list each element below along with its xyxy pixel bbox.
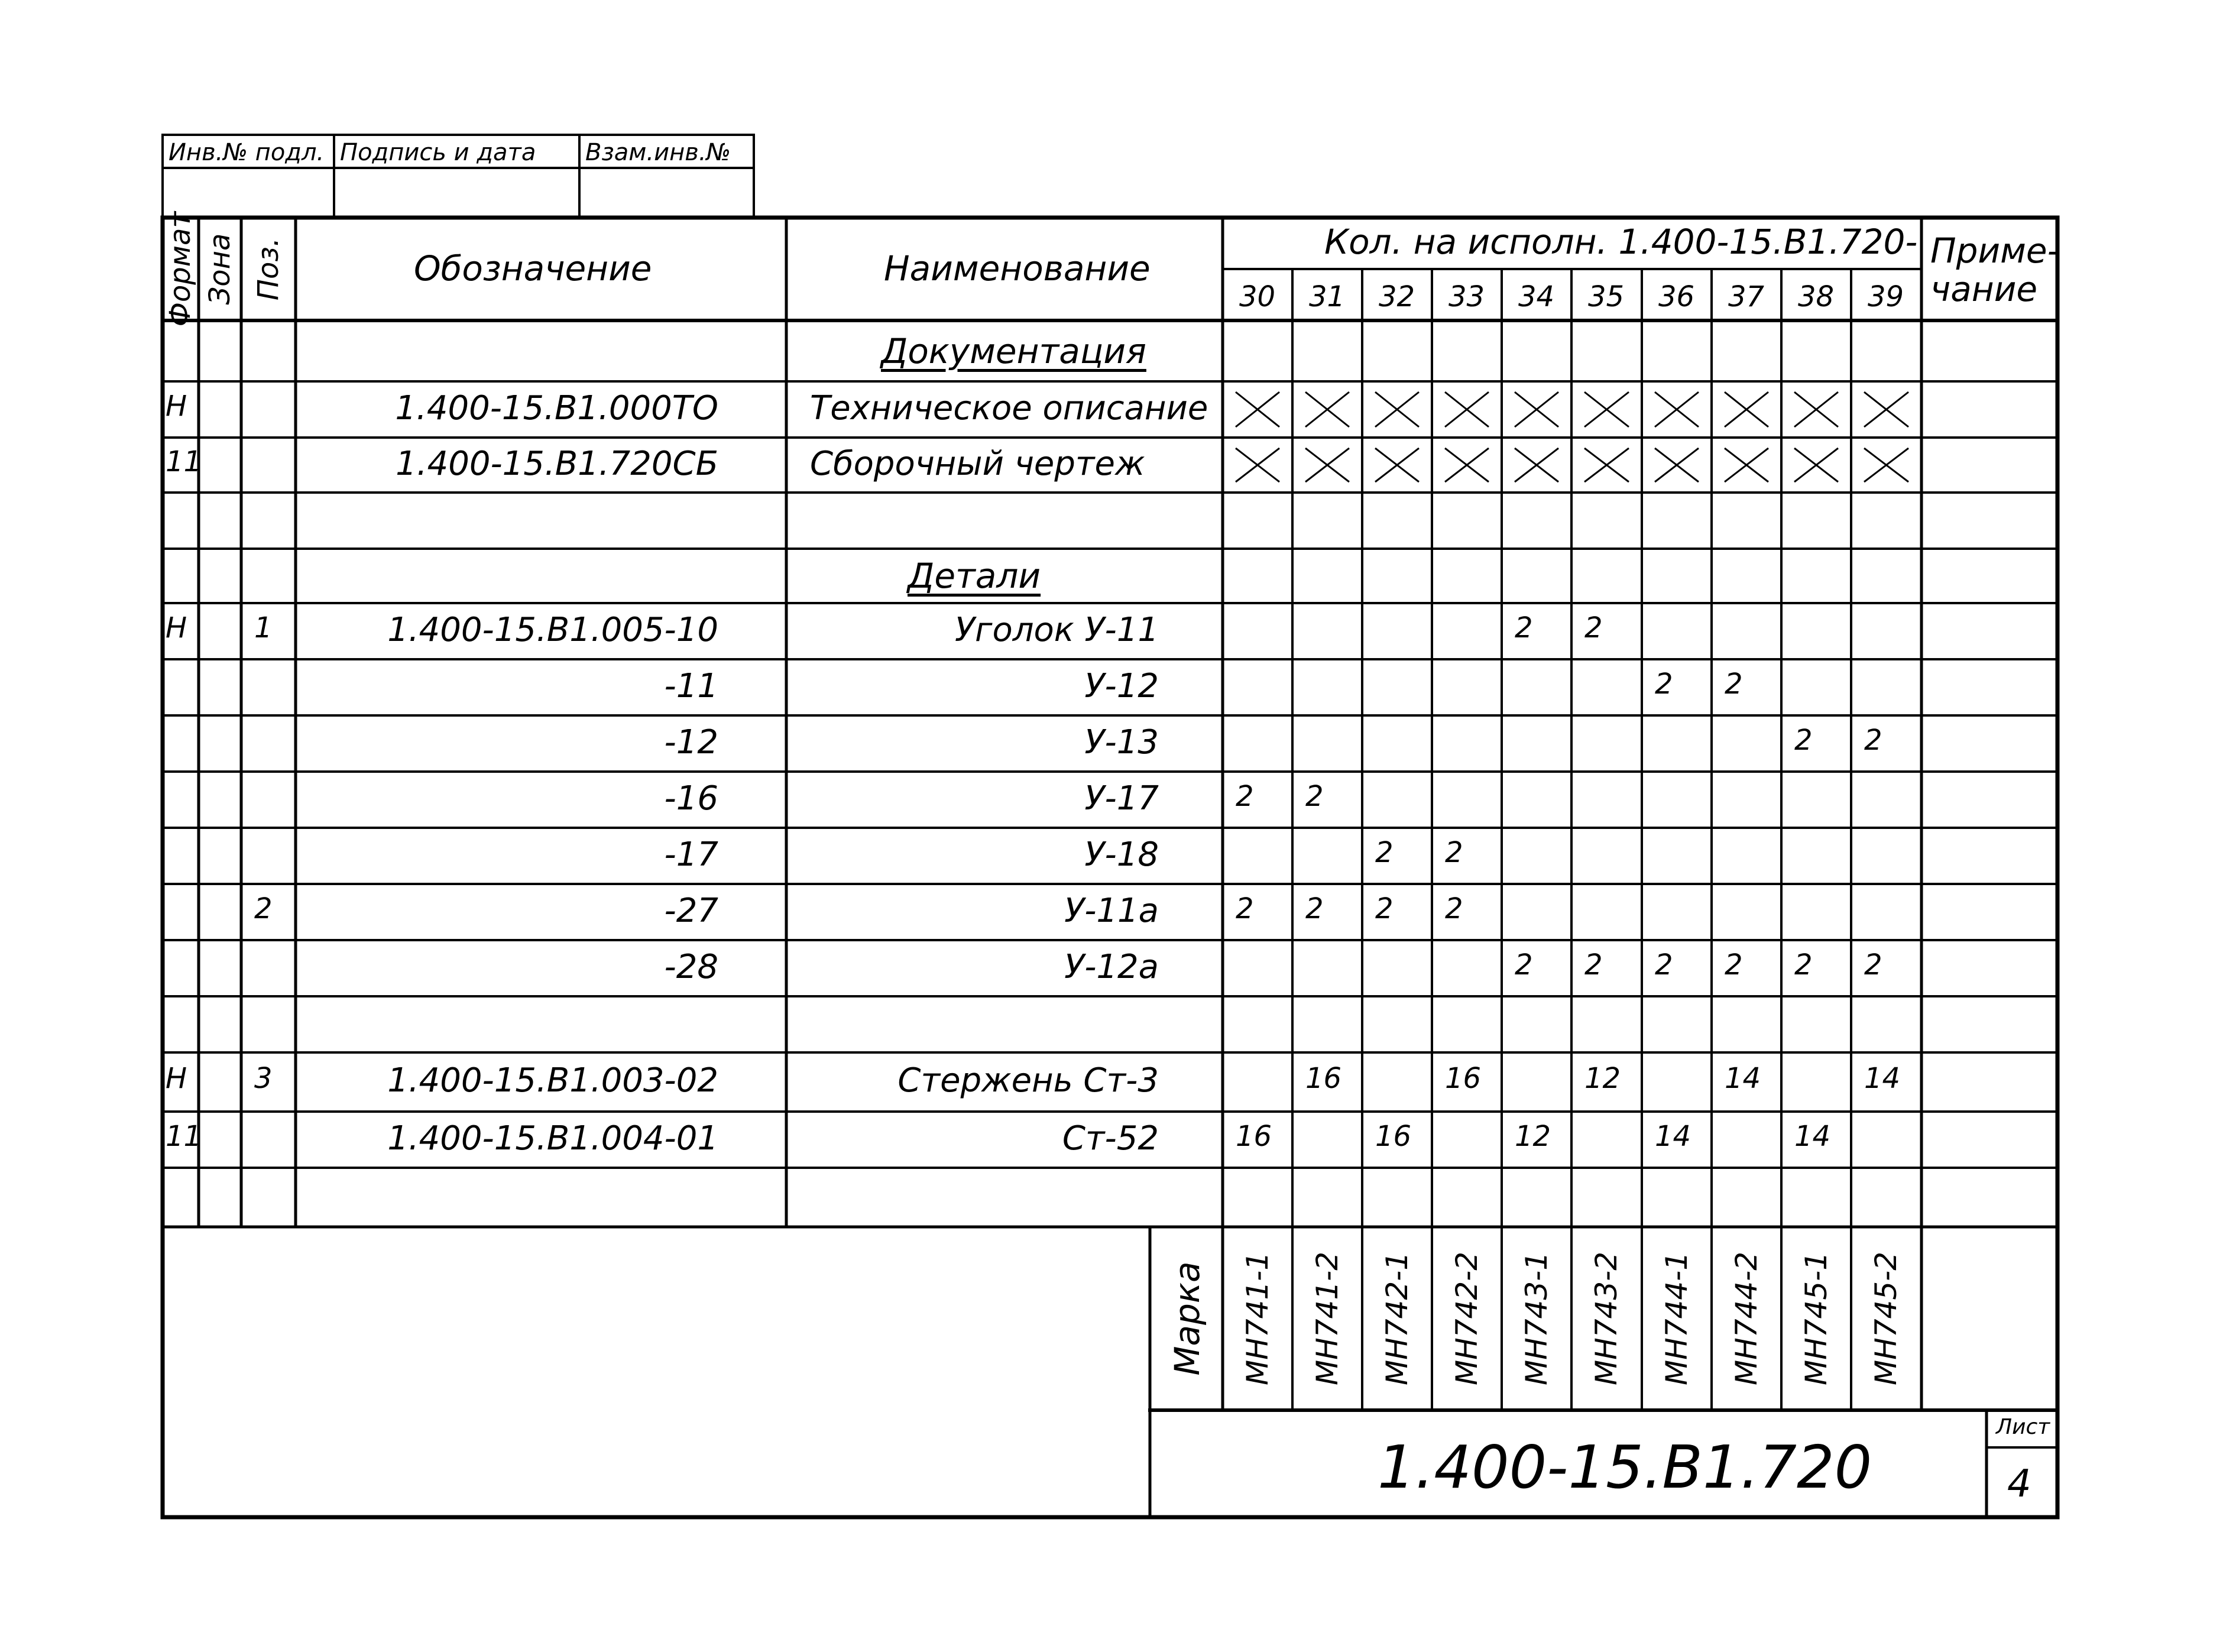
row-designation: 1.400-15.В1.005-10 bbox=[387, 611, 718, 649]
row-name: У-13 bbox=[1084, 723, 1159, 762]
row-name: Техническое описание bbox=[810, 389, 1208, 427]
row-name: У-18 bbox=[1084, 835, 1159, 874]
row-name: Сборочный чертеж bbox=[810, 445, 1145, 483]
header-note-line1: Приме- bbox=[1930, 231, 2060, 271]
row-designation: 1.400-15.В1.000ТО bbox=[395, 389, 718, 427]
row-name: У-11а bbox=[1064, 892, 1159, 930]
header-note-line2: чание bbox=[1930, 269, 2038, 309]
variant-header-37: 37 bbox=[1728, 280, 1765, 313]
sheet-number: 4 bbox=[2007, 1462, 2031, 1506]
variant-header-30: 30 bbox=[1239, 280, 1276, 313]
row-designation: -12 bbox=[664, 723, 718, 762]
variant-header-36: 36 bbox=[1658, 280, 1695, 313]
qty-cell: 2 bbox=[1445, 836, 1463, 869]
variant-header-35: 35 bbox=[1588, 280, 1625, 313]
variant-header-39: 39 bbox=[1868, 280, 1904, 313]
row-name: Стержень Ст-3 bbox=[897, 1061, 1159, 1100]
qty-cell: 2 bbox=[1584, 948, 1603, 982]
marka-value: МН744-1 bbox=[1660, 1251, 1694, 1386]
header-name: Наименование bbox=[884, 248, 1151, 289]
row-designation: -17 bbox=[664, 835, 718, 874]
marka-value: МН742-1 bbox=[1380, 1251, 1414, 1386]
qty-cell: 2 bbox=[1655, 668, 1673, 701]
qty-cell: 2 bbox=[1864, 948, 1882, 982]
row-format: Н bbox=[166, 1062, 187, 1095]
marka-value: МН745-1 bbox=[1799, 1251, 1833, 1386]
row-format: 11 bbox=[166, 1120, 202, 1153]
row-designation: -11 bbox=[664, 667, 718, 705]
variant-header-31: 31 bbox=[1309, 280, 1346, 313]
marka-value: МН743-1 bbox=[1519, 1251, 1554, 1386]
marka-value: МН743-2 bbox=[1589, 1251, 1623, 1386]
qty-cell: 14 bbox=[1725, 1062, 1761, 1095]
row-designation: -16 bbox=[664, 779, 718, 818]
row-pos: 3 bbox=[254, 1062, 273, 1095]
row-designation: 1.400-15.В1.003-02 bbox=[387, 1061, 718, 1100]
qty-cell: 2 bbox=[1236, 780, 1254, 813]
row-name: У-17 bbox=[1084, 779, 1159, 818]
row-format: Н bbox=[166, 390, 187, 423]
qty-cell: 2 bbox=[1375, 892, 1394, 925]
qty-cell: 2 bbox=[1794, 724, 1813, 757]
row-pos: 1 bbox=[254, 611, 273, 644]
row-designation: 1.400-15.В1.004-01 bbox=[387, 1119, 718, 1158]
corner-sign-date-label: Подпись и дата bbox=[340, 139, 536, 166]
row-format: Н bbox=[166, 611, 187, 644]
row-name: У-12 bbox=[1084, 667, 1159, 705]
header-designation: Обозначение bbox=[414, 248, 652, 289]
qty-cell: 2 bbox=[1236, 892, 1254, 925]
row-name: Уголок У-11 bbox=[954, 611, 1159, 649]
row-designation: -28 bbox=[664, 948, 718, 986]
qty-cell: 12 bbox=[1584, 1062, 1621, 1095]
qty-cell: 12 bbox=[1515, 1120, 1551, 1153]
sheet-label: Лист bbox=[1996, 1415, 2050, 1439]
row-format: 11 bbox=[166, 445, 202, 478]
qty-cell: 14 bbox=[1655, 1120, 1691, 1153]
document-code: 1.400-15.В1.720 bbox=[1378, 1433, 1872, 1502]
row-pos: 2 bbox=[254, 892, 273, 925]
qty-cell: 16 bbox=[1445, 1062, 1482, 1095]
qty-cell: 2 bbox=[1305, 780, 1324, 813]
qty-cell: 16 bbox=[1305, 1062, 1342, 1095]
corner-replaced-inv-label: Взам.инв.№ bbox=[585, 139, 731, 166]
qty-cell: 2 bbox=[1725, 948, 1743, 982]
section-documentation: Документация bbox=[881, 331, 1146, 371]
marka-value: МН742-2 bbox=[1450, 1251, 1484, 1386]
qty-cell: 2 bbox=[1305, 892, 1324, 925]
qty-cell: 2 bbox=[1515, 948, 1533, 982]
header-qty-group: Кол. на исполн. 1.400-15.В1.720- bbox=[1324, 222, 1918, 262]
row-designation: 1.400-15.В1.720СБ bbox=[396, 445, 718, 483]
qty-cell: 2 bbox=[1864, 724, 1882, 757]
marka-value: МН741-1 bbox=[1240, 1251, 1275, 1386]
qty-cell: 2 bbox=[1655, 948, 1673, 982]
marka-value: МН745-2 bbox=[1869, 1251, 1903, 1386]
qty-cell: 2 bbox=[1794, 948, 1813, 982]
corner-inv-label: Инв.№ подл. bbox=[168, 139, 325, 166]
qty-cell: 16 bbox=[1375, 1120, 1412, 1153]
header-format: Формат bbox=[164, 211, 197, 327]
variant-header-38: 38 bbox=[1798, 280, 1835, 313]
qty-cell: 2 bbox=[1445, 892, 1463, 925]
qty-cell: 14 bbox=[1864, 1062, 1901, 1095]
qty-cell: 2 bbox=[1375, 836, 1394, 869]
qty-cell: 2 bbox=[1515, 611, 1533, 644]
header-zone: Зона bbox=[203, 233, 236, 305]
variant-header-33: 33 bbox=[1448, 280, 1485, 313]
marka-label: Марка bbox=[1167, 1261, 1207, 1376]
marka-value: МН741-2 bbox=[1310, 1251, 1344, 1386]
row-name: У-12а bbox=[1064, 948, 1159, 986]
header-pos: Поз. bbox=[252, 237, 285, 301]
qty-cell: 2 bbox=[1584, 611, 1603, 644]
qty-cell: 2 bbox=[1725, 668, 1743, 701]
variant-header-32: 32 bbox=[1379, 280, 1415, 313]
variant-header-34: 34 bbox=[1518, 280, 1555, 313]
qty-cell: 14 bbox=[1794, 1120, 1831, 1153]
marka-value: МН744-2 bbox=[1729, 1251, 1764, 1386]
row-designation: -27 bbox=[664, 892, 718, 930]
section-parts: Детали bbox=[908, 556, 1041, 596]
qty-cell: 16 bbox=[1236, 1120, 1272, 1153]
row-name: Ст-52 bbox=[1062, 1119, 1159, 1158]
